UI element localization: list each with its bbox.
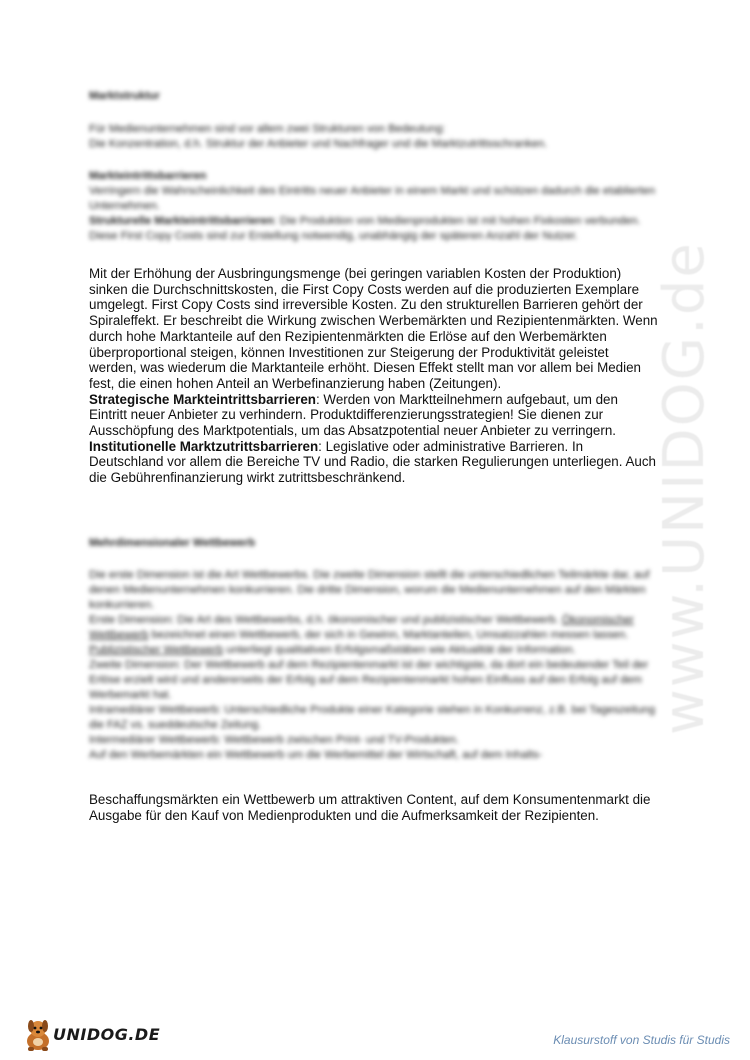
clear-text-block-2 bbox=[89, 792, 659, 823]
text-erste-dimension: Erste Dimension: Die Art des Wettbewerbs, d.h. ökonomischer und publizistischer Wettbewerb. bbox=[89, 614, 559, 626]
markteintrittsbarrieren-block bbox=[89, 169, 659, 244]
link-publizistischer-wettbewerb: Publizistischer Wettbewerb bbox=[89, 644, 224, 656]
text-strategische: : Werden von Marktteilnehmern aufgebaut, um den Eintritt neuer Anbieter zu verhindern. Produktdifferenzierungsstrategien! Sie dienen zur Ausschöpfung des Marktpotentials, um das Absatzpotential neuer Anbieter zu verringern. bbox=[89, 391, 618, 439]
text-strukturelle: : Die Produktion von Medienprodukten ist mit hohen Fixkosten verbunden. Diese First Copy Costs sind zur Erstellung notwendig, unabhängig der späteren Anzahl der Nutzer. bbox=[89, 215, 641, 242]
paragraph-verringern: Verringern die Wahrscheinlichkeit des Eintritts neuer Anbieter in einem Markt und schützen dadurch die etablierten Unternehmen. bbox=[89, 185, 656, 212]
intro-line-1: Für Medienunternehmen sind vor allem zwei Strukturen von Bedeutung: bbox=[89, 123, 446, 135]
text-publizistisch: unterliegt qualitativen Erfolgsmaßstäben wie Aktualität der Information. bbox=[226, 644, 576, 656]
section-heading-marktstruktur: Marktstruktur bbox=[89, 90, 160, 102]
paragraph-intramediaer: Intramediärer Wettbewerb: Unterschiedliche Produkte einer Kategorie stehen in Konkurrenz, z.B. bei Tageszeitung die FAZ vs. sueddeutsche Zeitung. bbox=[89, 704, 656, 731]
paragraph-ausbringungsmenge: Mit der Erhöhung der Ausbringungsmenge (bei geringen variablen Kosten der Produktion) sinken die Durchschnittskosten, die First Copy Costs werden auf die produzierten Exemplare umgelegt. First Copy Costs sind irreversible Kosten. Zu den strukturellen Barrieren gehört der Spiraleffekt. Er beschreibt die Wirkung zwischen Werbemärkten und Rezipientenmärkten. Wenn durch hohe Marktanteile auf den Rezipientenmärkten die Erlöse auf den Werbemärkten überproportional steigen, können Investitionen zur Steigerung der Produktivität geleistet werden, was wiederum die Marktanteile erhöht. Diesen Effekt stellt man vor allem bei Medien fest, die einen hohen Anteil an Werbefinanzierung haben (Zeitungen). bbox=[89, 266, 658, 391]
paragraph-institutionelle bbox=[89, 439, 659, 486]
section1-intro bbox=[89, 122, 659, 152]
paragraph-strategische bbox=[89, 392, 659, 439]
footer-slogan: Klausurstoff von Studis für Studis bbox=[553, 1033, 730, 1047]
paragraph-zweite-dimension: Zweite Dimension: Der Wettbewerb auf dem Rezipientenmarkt ist der wichtigste, da dort ein bedeutender Teil der Erlöse erzielt wird und andererseits der Erfolg auf dem Rezipientenmarkt hohen Einfluss auf den Erfolg auf dem Werbemarkt hat. bbox=[89, 659, 649, 701]
unidog-logo bbox=[22, 1015, 182, 1055]
label-strategische: Strategische Markteintrittsbarrieren bbox=[89, 391, 316, 407]
text-oekonomisch: bezeichnet einen Wettbewerb, der sich in Gewinn, Marktanteilen, Umsatzzahlen messen lassen. bbox=[151, 629, 629, 641]
paragraph-strukturelle bbox=[89, 214, 659, 244]
link-oekonomischer-wettbewerb: Ökonomischer Wettbewerb bbox=[89, 614, 634, 641]
paragraph-werbemaerkte: Auf den Werbemärkten ein Wettbewerb um die Werbemittel der Wirtschaft, auf dem Inhalts- bbox=[89, 749, 543, 761]
clear-text-block-1 bbox=[89, 266, 659, 486]
logo-wordmark: UNIDOG.DE bbox=[53, 1025, 161, 1044]
label-institutionelle: Institutionelle Marktzutrittsbarrieren bbox=[89, 438, 319, 454]
intro-line-2: Die Konzentration, d.h. Struktur der Anbieter und Nachfrager und die Marktzutrittsschranken. bbox=[89, 138, 548, 150]
dog-mascot-icon bbox=[22, 1017, 56, 1053]
paragraph-dimensionen: Die erste Dimension ist die Art Wettbewerbs. Die zweite Dimension stellt die unterschiedlichen Teilmärkte dar, auf denen Medienunternehmen konkurrieren. Die dritte Dimension, worum die Medienunternehmen auf den Märkten konkurrieren. bbox=[89, 569, 650, 611]
section-heading-wettbewerb: Mehrdimensionaler Wettbewerb bbox=[89, 537, 256, 549]
watermark-text: www.UNIDOG.de bbox=[652, 241, 717, 735]
subheading-markteintrittsbarrieren: Markteintrittsbarrieren bbox=[89, 170, 207, 182]
section2-blurred-body bbox=[89, 568, 659, 763]
label-strukturelle: Strukturelle Markteintrittsbarrieren bbox=[89, 215, 274, 227]
paragraph-beschaffungsmaerkte: Beschaffungsmärkten ein Wettbewerb um attraktiven Content, auf dem Konsumentenmarkt die Ausgabe für den Kauf von Medienprodukten und die Aufmerksamkeit der Rezipienten. bbox=[89, 792, 651, 823]
paragraph-erste-dimension bbox=[89, 613, 659, 658]
paragraph-intermediaer: Intermediärer Wettbewerb: Wettbewerb zwischen Print- und TV-Produkten. bbox=[89, 734, 459, 746]
text-institutionelle: : Legislative oder administrative Barrieren. In Deutschland vor allem die Bereiche TV und Radio, die starken Regulierungen unterliegen. Auch die Gebührenfinanzierung wirkt zutrittsbeschränkend. bbox=[89, 438, 656, 486]
